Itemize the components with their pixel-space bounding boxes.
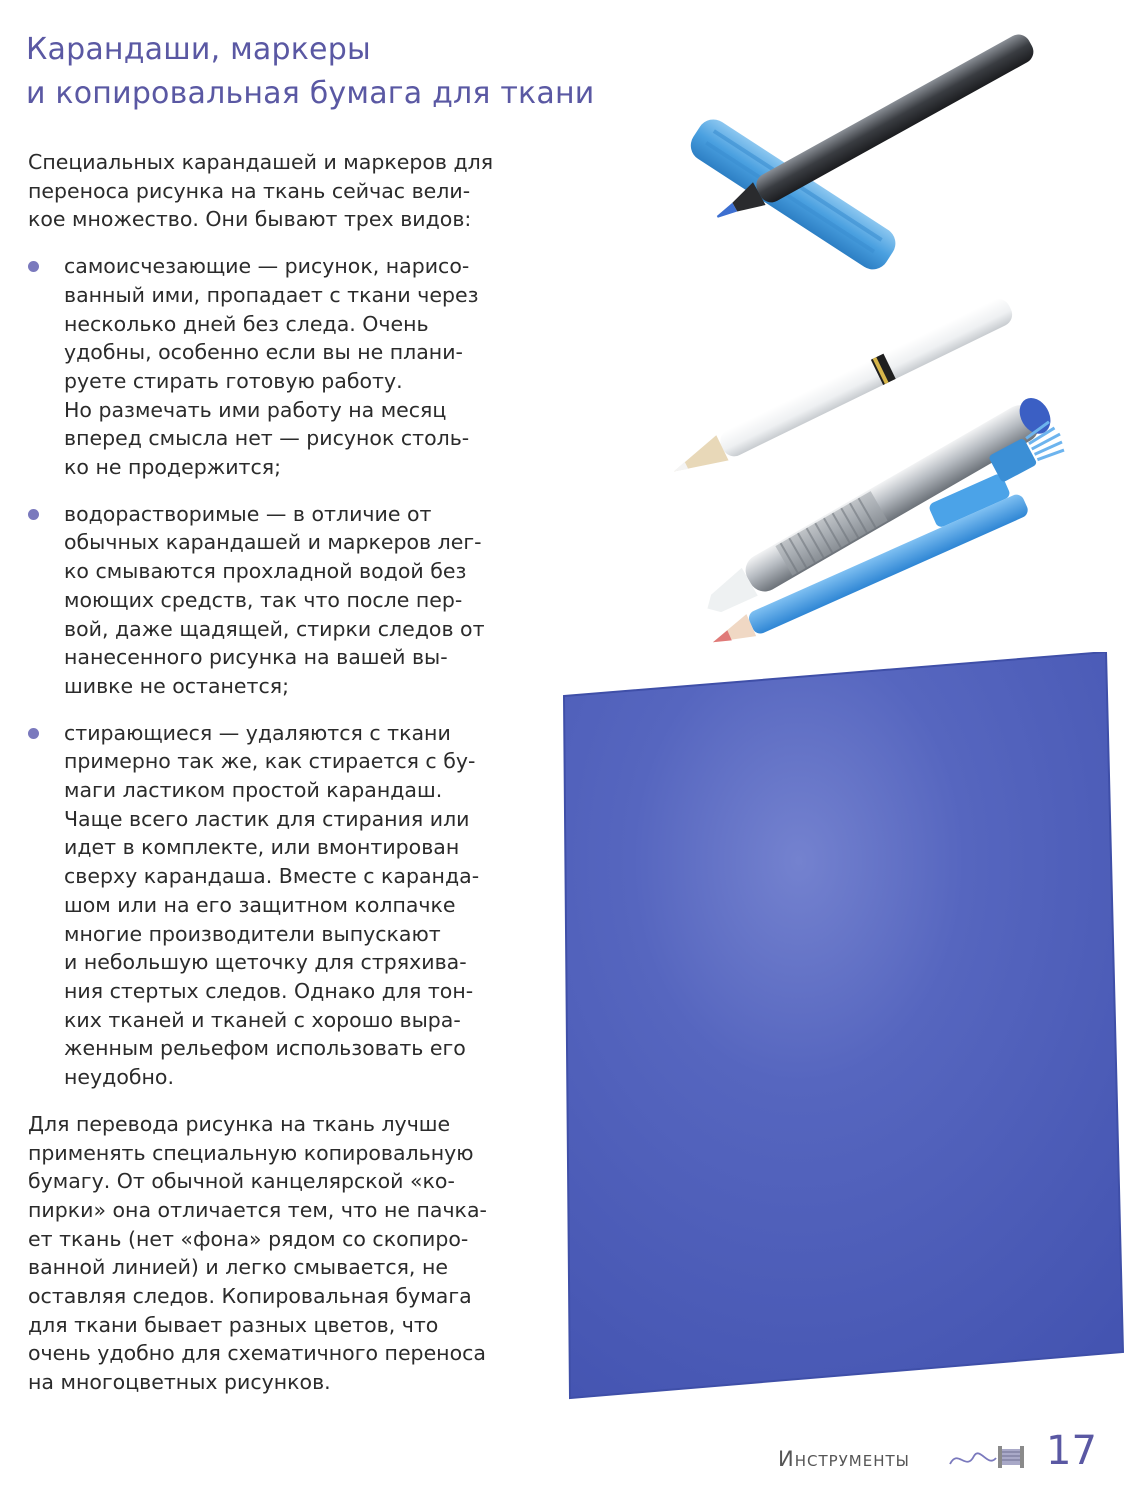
text-line: сверху карандаша. Вместе с каранда- [64, 864, 480, 889]
text-line: ко смываются прохладной водой без [64, 559, 467, 584]
marker-types-list [28, 252, 548, 1092]
text-line: стирающиеся — удаляются с ткани [64, 720, 451, 745]
text-line: женным рельефом использовать его [64, 1036, 466, 1061]
text-line: ких тканей и тканей с хорошо выра- [64, 1007, 461, 1032]
bullet-dot-icon [28, 728, 39, 739]
bullet-dot-icon [28, 509, 39, 520]
text-line: и небольшую щеточку для стряхива- [64, 950, 467, 975]
text-line: на многоцветных рисунков. [28, 1370, 331, 1395]
text-line: переноса рисунка на ткань сейчас вели- [28, 178, 471, 203]
list-item-erasable [28, 719, 548, 1092]
text-line: ванной линией) и легко смывается, не [28, 1255, 448, 1280]
text-line: неудобно. [64, 1065, 174, 1090]
page-number: 17 [1046, 1428, 1097, 1474]
text-line: многие производители выпускают [64, 921, 441, 946]
text-line: кое множество. Они бывают трех видов: [28, 207, 472, 232]
text-line: шивке не останется; [64, 673, 289, 698]
text-line: обычных карандашей и маркеров лег- [64, 530, 482, 555]
text-line: бумагу. От обычной канцелярской «ко- [28, 1169, 455, 1194]
closing-paragraph [28, 1110, 548, 1397]
text-line: моющих средств, так что после пер- [64, 587, 463, 612]
list-item-water-soluble [28, 500, 548, 701]
text-line: пирки» она отличается тем, что не пачка- [28, 1197, 487, 1222]
text-line: ванный ими, пропадает с ткани через [64, 282, 479, 307]
text-line: примерно так же, как стирается с бу- [64, 749, 476, 774]
text-line: применять специальную копировальную [28, 1140, 474, 1165]
text-line: ет ткань (нет «фона» рядом со скопиро- [28, 1226, 469, 1251]
text-line: водорастворимые — в отличие от [64, 501, 432, 526]
body-text [28, 148, 548, 1397]
text-line: вперед смысла нет — рисунок столь- [64, 426, 470, 451]
text-line: для ткани бывает разных цветов, что [28, 1312, 439, 1337]
carbon-paper-image [560, 652, 1125, 1402]
black-marker-icon [710, 30, 1038, 230]
text-line: Для перевода рисунка на ткань лучше [28, 1111, 451, 1136]
title-line-2: и копировальная бумага для ткани [26, 76, 595, 111]
text-line: удобны, особенно если вы не плани- [64, 340, 463, 365]
text-line: вой, даже щадящей, стирки следов от [64, 616, 485, 641]
page-title [26, 28, 594, 116]
text-line: маги ластиком простой карандаш. [64, 778, 443, 803]
text-line: Но размечать ими работу на месяц [64, 397, 447, 422]
thread-spool-icon [948, 1438, 1028, 1474]
text-line: Специальных карандашей и маркеров для [28, 150, 494, 174]
text-line: идет в комплекте, или вмонтирован [64, 835, 460, 860]
bullet-dot-icon [28, 261, 39, 272]
text-line: руете стирать готовую работу. [64, 368, 403, 393]
list-item-disappearing [28, 252, 548, 482]
text-line: очень удобно для схематичного переноса [28, 1341, 486, 1366]
text-line: шом или на его защитном колпачке [64, 892, 456, 917]
section-name: Инструменты [778, 1447, 910, 1471]
text-line: ния стертых следов. Однако для тон- [64, 978, 474, 1003]
title-line-1: Карандаши, маркеры [26, 32, 371, 67]
text-line: оставляя следов. Копировальная бумага [28, 1284, 472, 1309]
text-line: нанесенного рисунка на вашей вы- [64, 645, 448, 670]
text-line: Чаще всего ластик для стирания или [64, 806, 470, 831]
intro-paragraph [28, 148, 548, 234]
text-line: ко не продержится; [64, 455, 281, 480]
text-line: несколько дней без следа. Очень [64, 311, 429, 336]
markers-pencils-illustration [620, 10, 1140, 690]
text-line: самоисчезающие — рисунок, нарисо- [64, 254, 470, 279]
